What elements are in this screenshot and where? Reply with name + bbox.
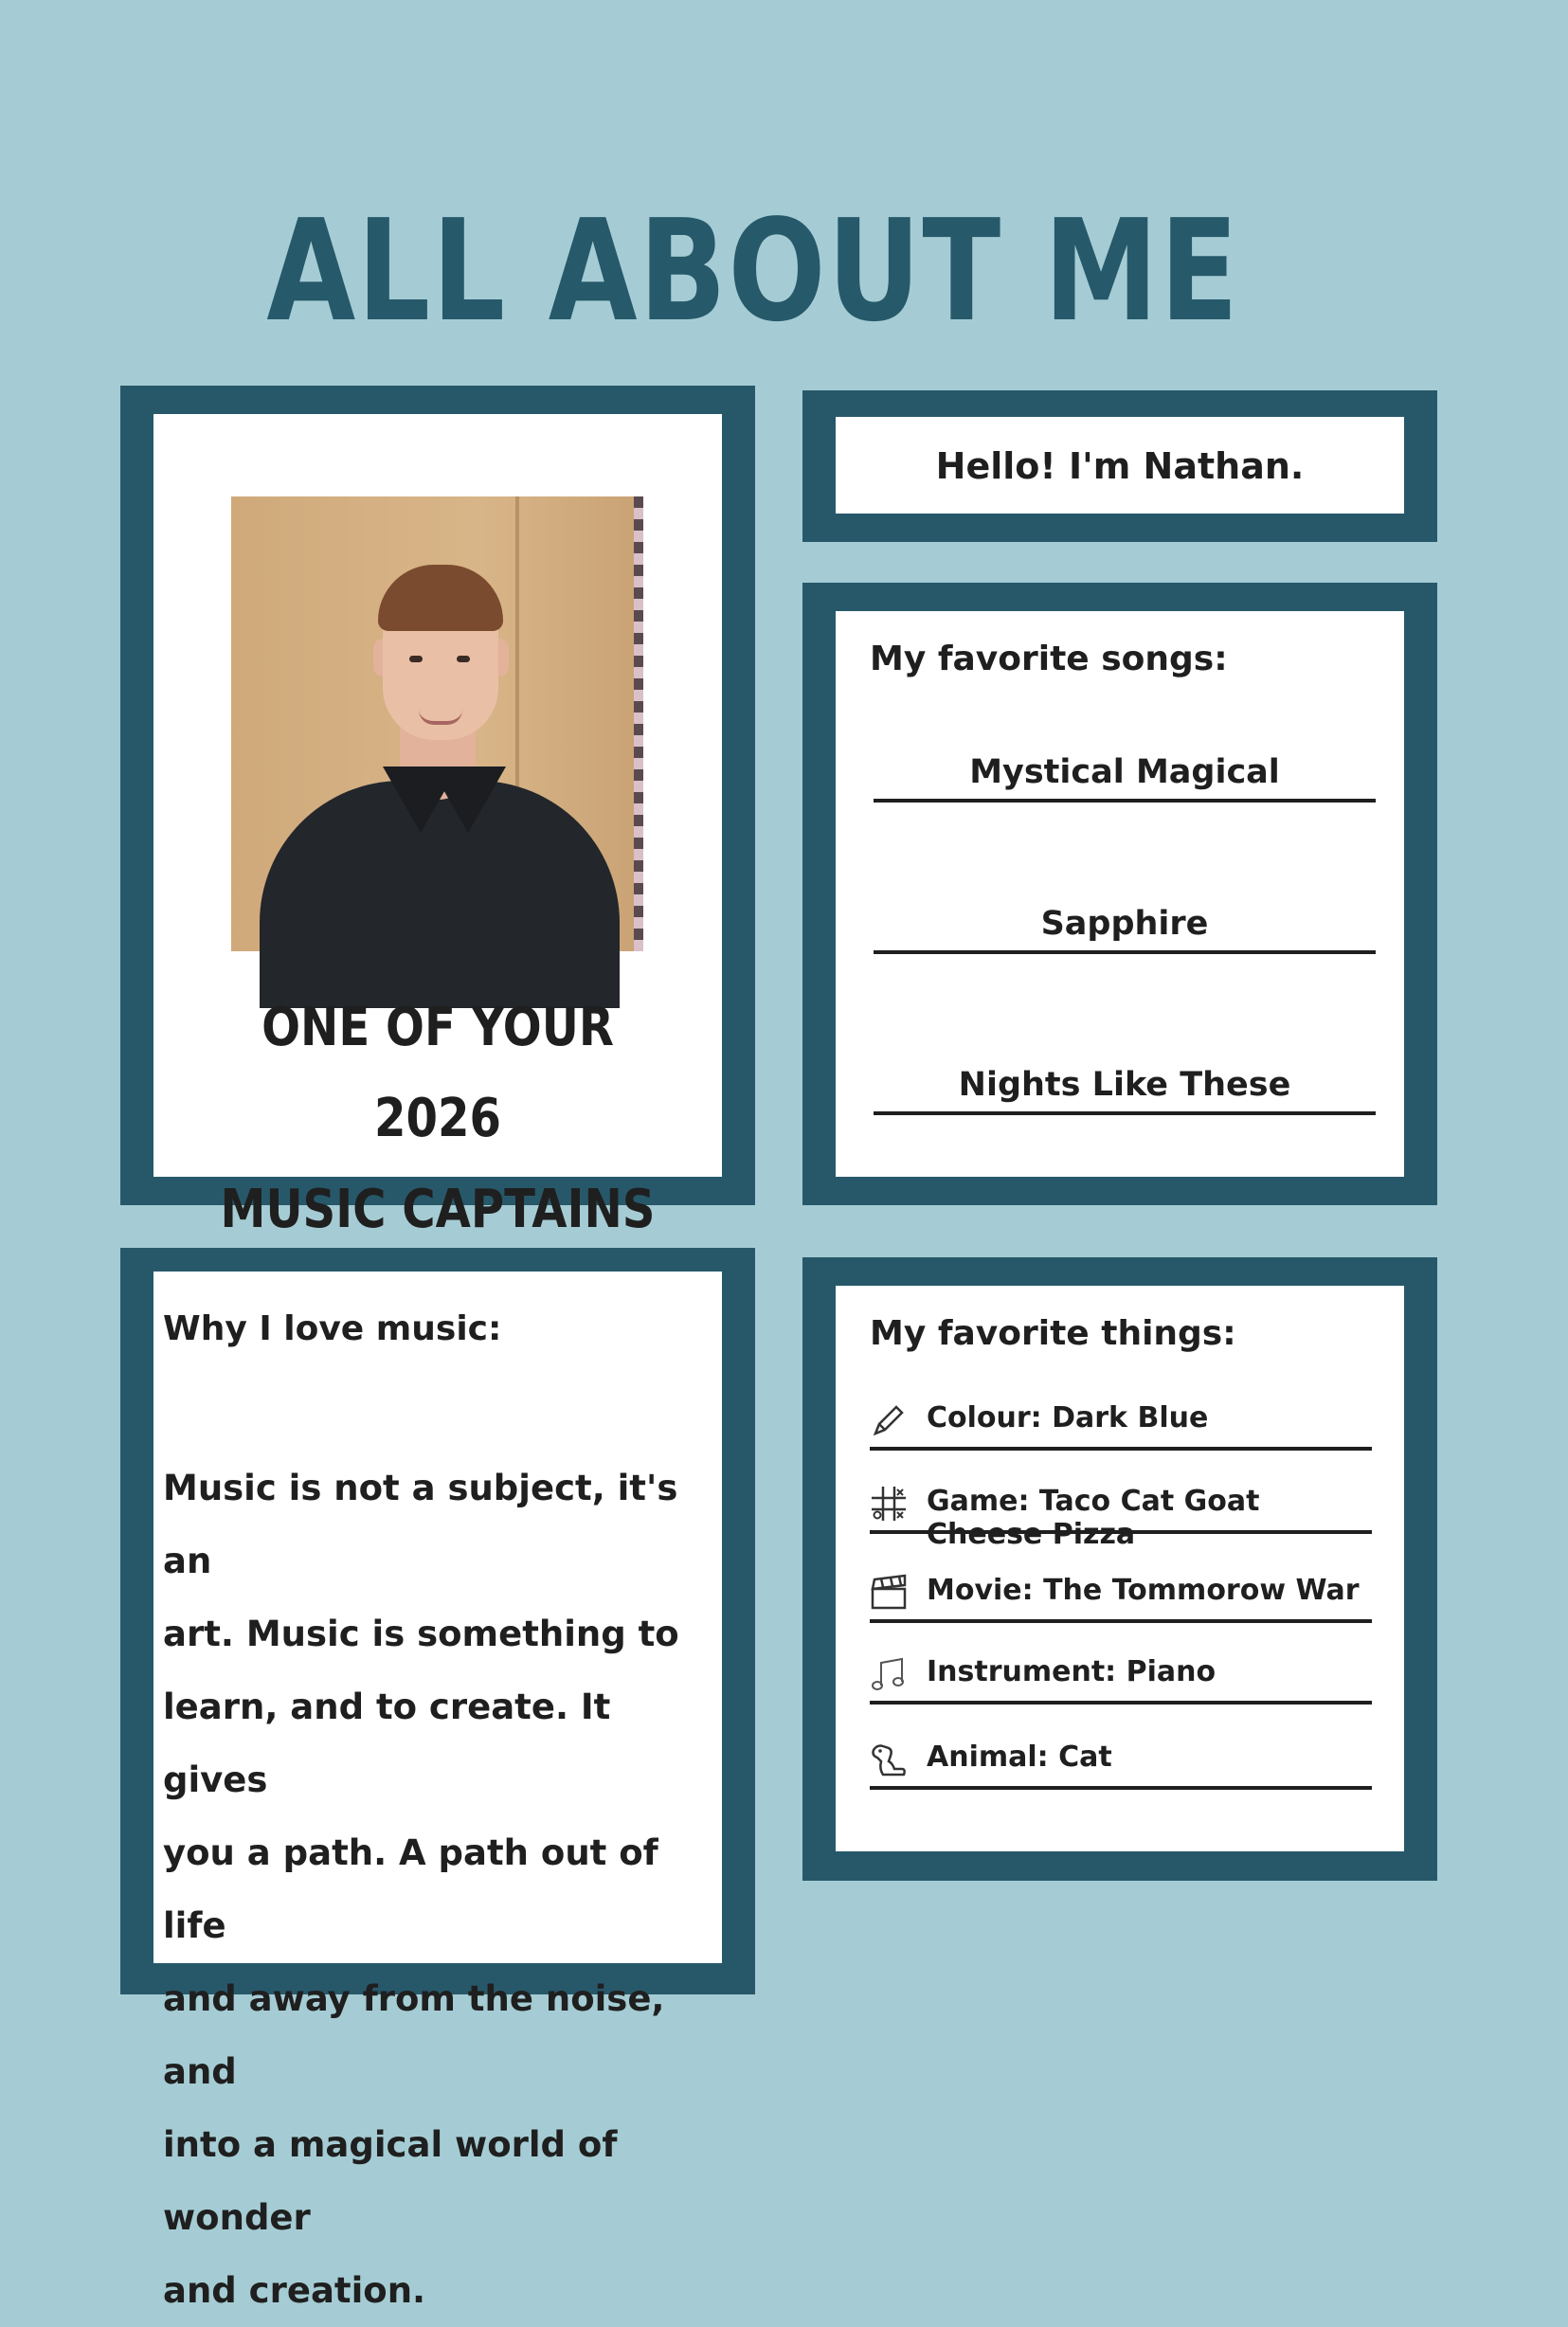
greeting-card — [836, 417, 1404, 514]
clapperboard-icon — [870, 1574, 908, 1612]
profile-caption — [193, 983, 682, 1255]
thing-item — [870, 1729, 1372, 1790]
tic-tac-toe-icon — [870, 1485, 908, 1523]
song-item: Nights Like These — [874, 1066, 1376, 1115]
why-line: art. Music is something to — [163, 1614, 679, 1654]
page-title: ALL ABOUT ME — [266, 189, 1240, 352]
why-line: Music is not a subject, it's an — [163, 1468, 678, 1581]
thing-item — [870, 1390, 1372, 1451]
caption-line-1: ONE OF YOUR 2026 — [261, 997, 614, 1149]
music-note-icon — [870, 1655, 908, 1693]
thing-item — [870, 1644, 1372, 1705]
song-item: Mystical Magical — [874, 753, 1376, 803]
why-line: and away from the noise, and — [163, 1978, 665, 2092]
why-line: learn, and to create. It gives — [163, 1687, 611, 1800]
why-line: into a magical world of wonder — [163, 2124, 618, 2238]
caption-line-2: MUSIC CAPTAINS — [220, 1179, 656, 1240]
thing-item — [870, 1562, 1372, 1623]
songs-card — [836, 611, 1404, 1177]
things-heading: My favorite things: — [870, 1314, 1236, 1353]
thing-item — [870, 1473, 1372, 1551]
thing-text: Colour: Dark Blue — [927, 1401, 1209, 1434]
thing-text: Game: Taco Cat Goat Cheese Pizza — [927, 1485, 1260, 1551]
songs-heading: My favorite songs: — [870, 640, 1228, 678]
why-line: and creation. — [163, 2270, 426, 2311]
student-photo — [231, 496, 643, 951]
greeting-text: Hello! I'm Nathan. — [935, 445, 1305, 487]
things-card — [836, 1286, 1404, 1851]
why-line: you a path. A path out of life — [163, 1832, 658, 1946]
song-item: Sapphire — [874, 905, 1376, 954]
thing-text: Instrument: Piano — [927, 1655, 1217, 1688]
profile-card — [153, 414, 722, 1240]
why-heading: Why I love music: — [163, 1309, 502, 1348]
dog-icon — [870, 1741, 908, 1778]
why-card — [153, 1272, 722, 2311]
pencil-icon — [870, 1401, 908, 1439]
thing-text: Animal: Cat — [927, 1741, 1112, 1774]
thing-text: Movie: The Tommorow War — [927, 1574, 1360, 1607]
why-text — [163, 1452, 708, 2327]
